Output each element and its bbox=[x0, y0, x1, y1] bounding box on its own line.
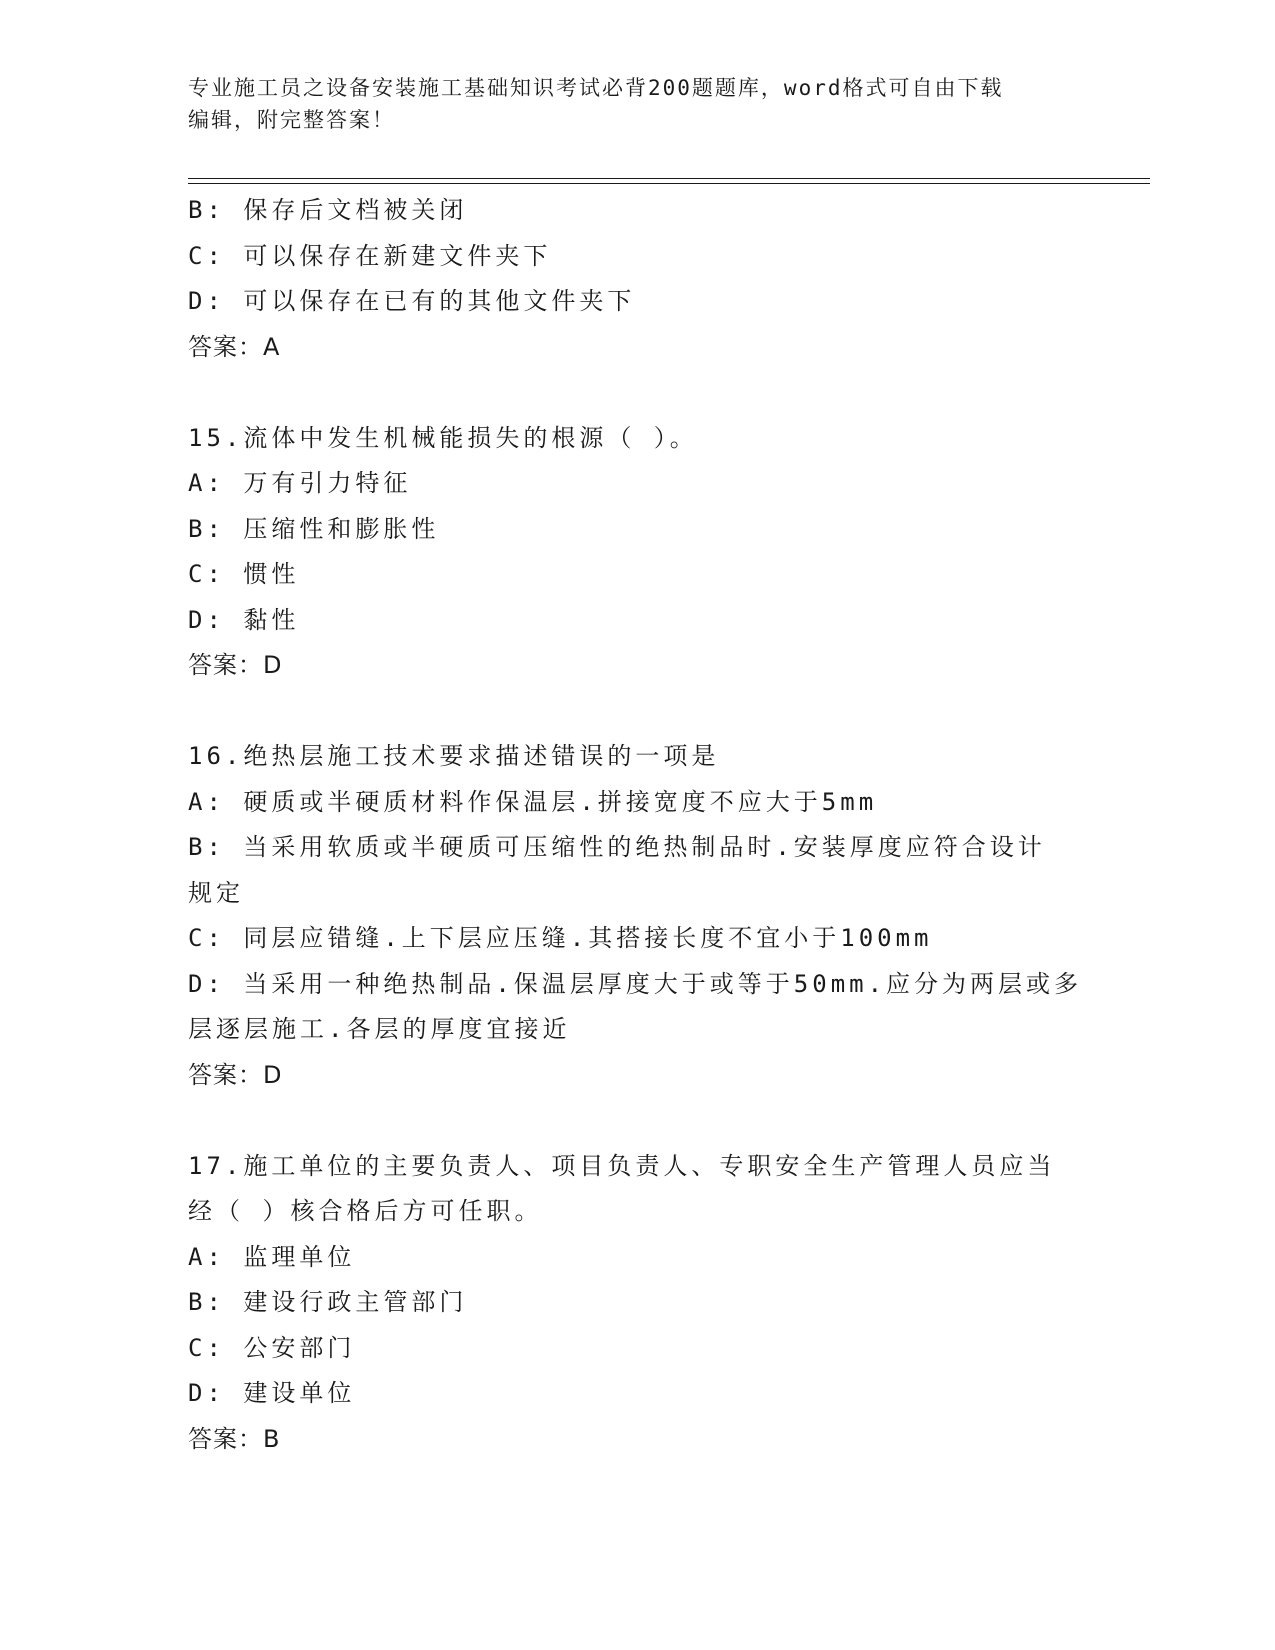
option-d: D: 当采用一种绝热制品.保温层厚度大于或等于50mm.应分为两层或多 bbox=[188, 969, 1083, 998]
option-c: C: 同层应错缝.上下层应压缝.其搭接长度不宜小于100mm bbox=[188, 924, 933, 952]
answer: 答案：A bbox=[188, 332, 281, 361]
option-d: D: 建设单位 bbox=[188, 1379, 356, 1407]
header-title-line-2: 编辑，附完整答案！ bbox=[188, 108, 395, 132]
answer: 答案：B bbox=[188, 1424, 281, 1453]
option-a: A: 硬质或半硬质材料作保温层.拼接宽度不应大于5mm bbox=[188, 787, 878, 816]
header-title-line-1: 专业施工员之设备安装施工基础知识考试必背200题题库，word格式可自由下载 bbox=[188, 76, 1004, 100]
question-stem: 15.流体中发生机械能损失的根源（ ）。 bbox=[188, 423, 698, 452]
option-b: B: 当采用软质或半硬质可压缩性的绝热制品时.安装厚度应符合设计 bbox=[188, 833, 1046, 861]
option-d-continued: 层逐层施工.各层的厚度宜接近 bbox=[188, 1015, 571, 1043]
option-b: B: 压缩性和膨胀性 bbox=[188, 514, 440, 543]
option-d: D: 黏性 bbox=[188, 605, 300, 634]
option-b-continued: 规定 bbox=[188, 878, 244, 907]
question-17 bbox=[188, 1144, 1088, 1463]
option-d: D: 可以保存在已有的其他文件夹下 bbox=[188, 287, 636, 315]
spacer bbox=[188, 689, 1088, 735]
question-14-tail bbox=[188, 188, 1088, 370]
option-a: A: 万有引力特征 bbox=[188, 469, 412, 497]
header-divider-bottom bbox=[188, 183, 1150, 184]
question-16 bbox=[188, 734, 1088, 1098]
option-b: B: 保存后文档被关闭 bbox=[188, 196, 468, 224]
option-c: C: 可以保存在新建文件夹下 bbox=[188, 241, 552, 270]
header-divider-top bbox=[188, 178, 1150, 179]
option-b: B: 建设行政主管部门 bbox=[188, 1288, 468, 1316]
question-stem-continued: 经（ ）核合格后方可任职。 bbox=[188, 1197, 543, 1225]
spacer bbox=[188, 370, 1088, 416]
answer: 答案：D bbox=[188, 651, 283, 679]
spacer bbox=[188, 1098, 1088, 1144]
option-a: A: 监理单位 bbox=[188, 1242, 356, 1271]
question-15 bbox=[188, 416, 1088, 689]
answer: 答案：D bbox=[188, 1060, 283, 1089]
document-header bbox=[188, 72, 1068, 136]
question-stem: 16.绝热层施工技术要求描述错误的一项是 bbox=[188, 742, 720, 770]
option-c: C: 公安部门 bbox=[188, 1333, 356, 1362]
option-c: C: 惯性 bbox=[188, 560, 300, 588]
question-stem: 17.施工单位的主要负责人、项目负责人、专职安全生产管理人员应当 bbox=[188, 1151, 1056, 1180]
question-list bbox=[188, 188, 1088, 1462]
